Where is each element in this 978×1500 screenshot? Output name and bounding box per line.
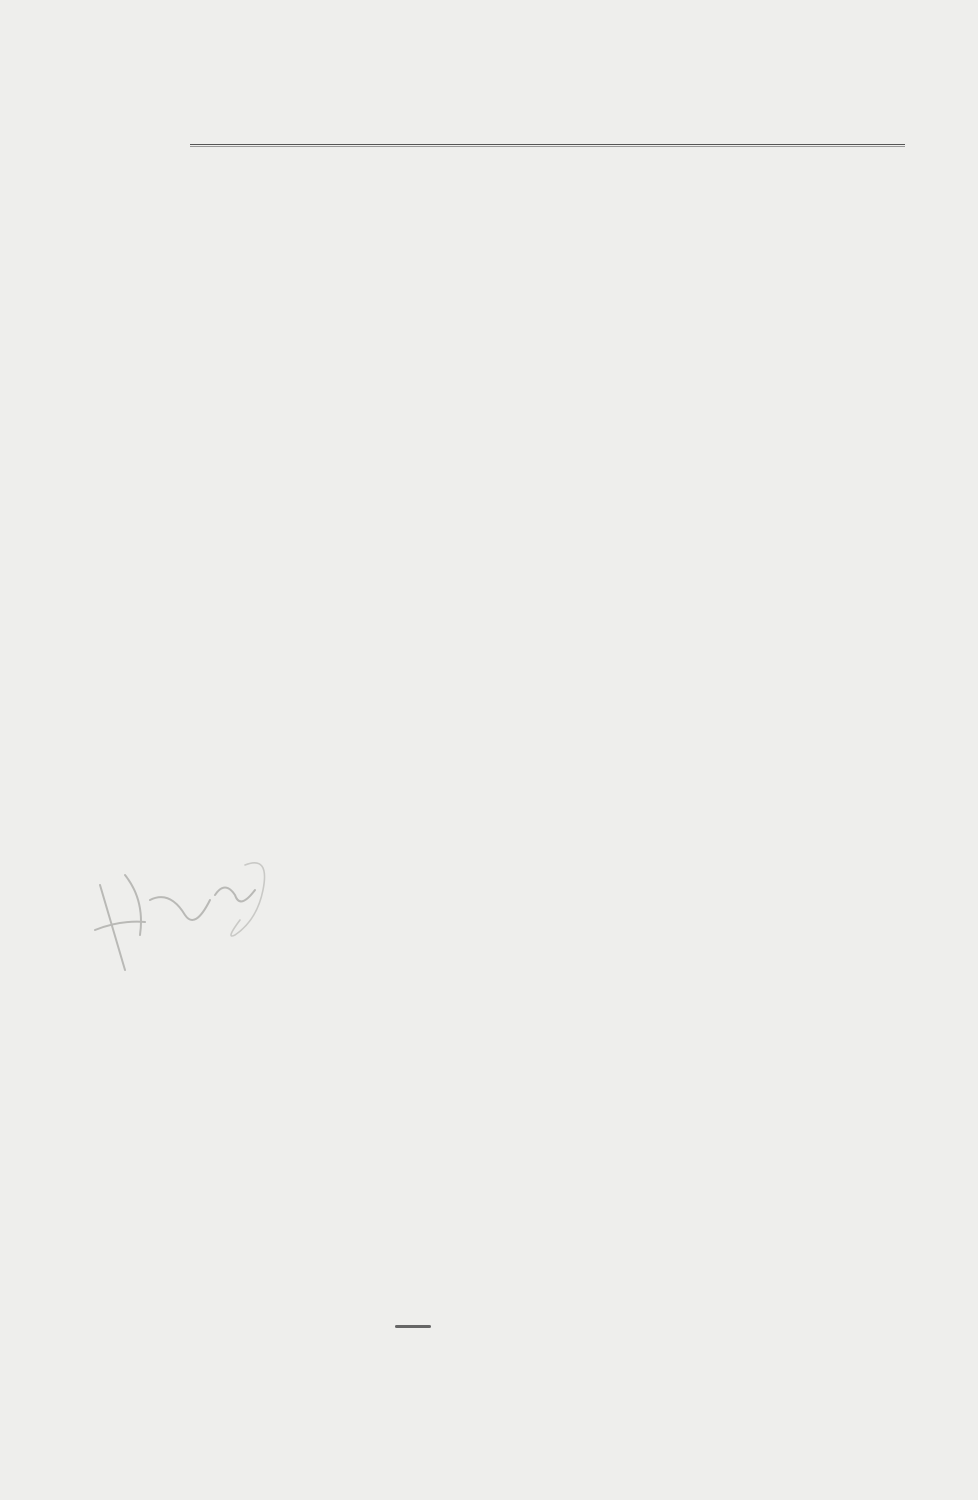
body-text-bottom (145, 1030, 905, 1039)
body-text-top (145, 170, 905, 178)
running-head (190, 100, 905, 148)
pencil-annotation (85, 860, 285, 990)
printer-mark (395, 1325, 431, 1328)
header-rule (190, 144, 905, 147)
